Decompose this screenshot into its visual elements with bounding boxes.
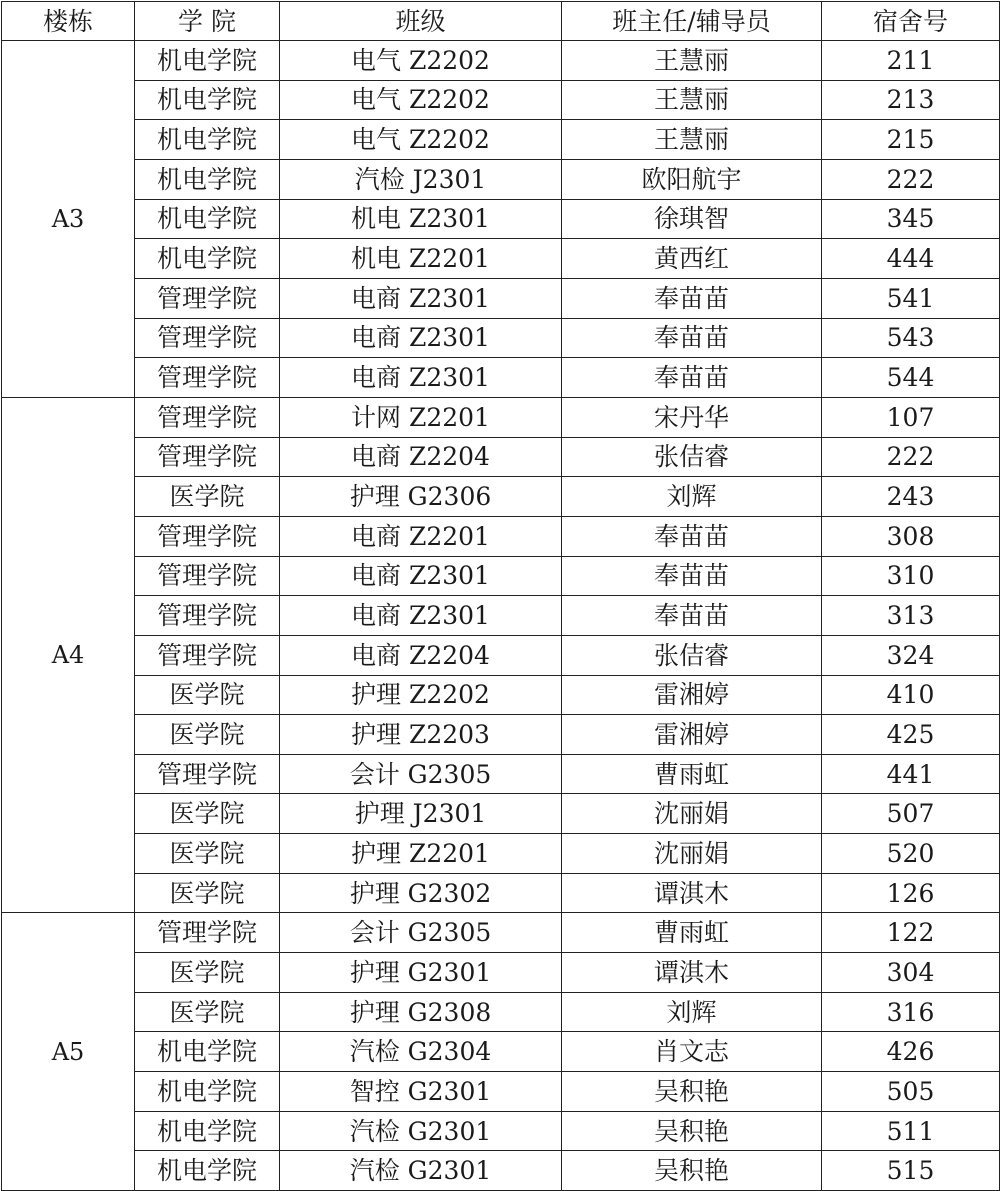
teacher-cell: 吴积艳 (562, 1151, 822, 1191)
class-cell: 护理 Z2201 (280, 834, 562, 874)
college-cell: 管理学院 (135, 437, 280, 477)
room-cell: 426 (822, 1032, 1000, 1072)
teacher-cell: 宋丹华 (562, 397, 822, 437)
class-cell: 汽检 G2301 (280, 1111, 562, 1151)
class-cell: 汽检 G2301 (280, 1151, 562, 1191)
room-cell: 511 (822, 1111, 1000, 1151)
room-cell: 410 (822, 675, 1000, 715)
room-cell: 520 (822, 834, 1000, 874)
teacher-cell: 奉苗苗 (562, 596, 822, 636)
teacher-cell: 奉苗苗 (562, 516, 822, 556)
table-row (2, 794, 1000, 834)
class-cell: 电商 Z2201 (280, 516, 562, 556)
teacher-cell: 肖文志 (562, 1032, 822, 1072)
room-cell: 211 (822, 41, 1000, 81)
table-row (2, 120, 1000, 160)
header-building: 楼栋 (2, 2, 135, 41)
class-cell: 汽检 G2304 (280, 1032, 562, 1072)
class-cell: 计网 Z2201 (280, 397, 562, 437)
college-cell: 管理学院 (135, 913, 280, 953)
college-cell: 医学院 (135, 953, 280, 993)
table-row (2, 159, 1000, 199)
teacher-cell: 奉苗苗 (562, 556, 822, 596)
dormitory-table (1, 1, 1000, 1191)
table-body (2, 41, 1000, 1191)
college-cell: 管理学院 (135, 358, 280, 398)
teacher-cell: 沈丽娟 (562, 794, 822, 834)
college-cell: 医学院 (135, 477, 280, 517)
table-row (2, 913, 1000, 953)
teacher-cell: 刘辉 (562, 477, 822, 517)
class-cell: 机电 Z2301 (280, 199, 562, 239)
college-cell: 医学院 (135, 834, 280, 874)
teacher-cell: 奉苗苗 (562, 358, 822, 398)
class-cell: 电气 Z2202 (280, 120, 562, 160)
college-cell: 医学院 (135, 873, 280, 913)
class-cell: 电商 Z2301 (280, 556, 562, 596)
class-cell: 会计 G2305 (280, 754, 562, 794)
class-cell: 汽检 J2301 (280, 159, 562, 199)
table-row (2, 80, 1000, 120)
class-cell: 智控 G2301 (280, 1072, 562, 1112)
college-cell: 医学院 (135, 992, 280, 1032)
teacher-cell: 欧阳航宇 (562, 159, 822, 199)
college-cell: 机电学院 (135, 1111, 280, 1151)
room-cell: 122 (822, 913, 1000, 953)
table-row (2, 477, 1000, 517)
teacher-cell: 谭淇木 (562, 873, 822, 913)
header-row (2, 2, 1000, 41)
header-college: 学 院 (135, 2, 280, 41)
room-cell: 215 (822, 120, 1000, 160)
table-row (2, 754, 1000, 794)
room-cell: 313 (822, 596, 1000, 636)
building-cell: A4 (2, 397, 135, 913)
table-row (2, 873, 1000, 913)
college-cell: 医学院 (135, 794, 280, 834)
college-cell: 管理学院 (135, 397, 280, 437)
class-cell: 电商 Z2204 (280, 635, 562, 675)
table-row (2, 635, 1000, 675)
teacher-cell: 黄西红 (562, 239, 822, 279)
class-cell: 护理 G2308 (280, 992, 562, 1032)
table-header (2, 2, 1000, 41)
room-cell: 107 (822, 397, 1000, 437)
college-cell: 管理学院 (135, 318, 280, 358)
room-cell: 541 (822, 278, 1000, 318)
college-cell: 医学院 (135, 675, 280, 715)
table-row (2, 239, 1000, 279)
table-row (2, 437, 1000, 477)
table-row (2, 953, 1000, 993)
room-cell: 425 (822, 715, 1000, 755)
room-cell: 345 (822, 199, 1000, 239)
table-row (2, 1111, 1000, 1151)
room-cell: 544 (822, 358, 1000, 398)
class-cell: 电商 Z2301 (280, 278, 562, 318)
header-teacher: 班主任/辅导员 (562, 2, 822, 41)
class-cell: 护理 Z2203 (280, 715, 562, 755)
table-row (2, 516, 1000, 556)
class-cell: 电气 Z2202 (280, 80, 562, 120)
room-cell: 213 (822, 80, 1000, 120)
teacher-cell: 奉苗苗 (562, 278, 822, 318)
table-row (2, 1032, 1000, 1072)
class-cell: 电商 Z2301 (280, 318, 562, 358)
teacher-cell: 王慧丽 (562, 80, 822, 120)
college-cell: 管理学院 (135, 516, 280, 556)
teacher-cell: 雷湘婷 (562, 715, 822, 755)
teacher-cell: 雷湘婷 (562, 675, 822, 715)
class-cell: 电商 Z2204 (280, 437, 562, 477)
teacher-cell: 张佶睿 (562, 437, 822, 477)
table-row (2, 358, 1000, 398)
building-cell: A3 (2, 41, 135, 398)
header-room: 宿舍号 (822, 2, 1000, 41)
class-cell: 护理 Z2202 (280, 675, 562, 715)
teacher-cell: 王慧丽 (562, 41, 822, 81)
college-cell: 管理学院 (135, 635, 280, 675)
teacher-cell: 张佶睿 (562, 635, 822, 675)
college-cell: 管理学院 (135, 754, 280, 794)
table-row (2, 199, 1000, 239)
teacher-cell: 谭淇木 (562, 953, 822, 993)
table-row (2, 715, 1000, 755)
room-cell: 222 (822, 437, 1000, 477)
class-cell: 电商 Z2301 (280, 358, 562, 398)
table-row (2, 1151, 1000, 1191)
class-cell: 会计 G2305 (280, 913, 562, 953)
class-cell: 机电 Z2201 (280, 239, 562, 279)
room-cell: 507 (822, 794, 1000, 834)
table-row (2, 992, 1000, 1032)
class-cell: 护理 G2302 (280, 873, 562, 913)
room-cell: 316 (822, 992, 1000, 1032)
room-cell: 304 (822, 953, 1000, 993)
class-cell: 电气 Z2202 (280, 41, 562, 81)
college-cell: 机电学院 (135, 1072, 280, 1112)
college-cell: 管理学院 (135, 278, 280, 318)
college-cell: 机电学院 (135, 199, 280, 239)
teacher-cell: 曹雨虹 (562, 754, 822, 794)
building-cell: A5 (2, 913, 135, 1191)
room-cell: 324 (822, 635, 1000, 675)
college-cell: 机电学院 (135, 159, 280, 199)
table-row (2, 278, 1000, 318)
class-cell: 护理 J2301 (280, 794, 562, 834)
college-cell: 机电学院 (135, 1032, 280, 1072)
room-cell: 441 (822, 754, 1000, 794)
class-cell: 护理 G2301 (280, 953, 562, 993)
room-cell: 505 (822, 1072, 1000, 1112)
teacher-cell: 吴积艳 (562, 1072, 822, 1112)
class-cell: 护理 G2306 (280, 477, 562, 517)
teacher-cell: 徐琪智 (562, 199, 822, 239)
room-cell: 444 (822, 239, 1000, 279)
college-cell: 机电学院 (135, 239, 280, 279)
college-cell: 机电学院 (135, 1151, 280, 1191)
table-row (2, 834, 1000, 874)
table-row (2, 318, 1000, 358)
college-cell: 医学院 (135, 715, 280, 755)
college-cell: 机电学院 (135, 80, 280, 120)
teacher-cell: 奉苗苗 (562, 318, 822, 358)
table-row (2, 397, 1000, 437)
table-row (2, 675, 1000, 715)
college-cell: 管理学院 (135, 596, 280, 636)
table-row (2, 1072, 1000, 1112)
teacher-cell: 曹雨虹 (562, 913, 822, 953)
teacher-cell: 王慧丽 (562, 120, 822, 160)
table-row (2, 41, 1000, 81)
class-cell: 电商 Z2301 (280, 596, 562, 636)
room-cell: 543 (822, 318, 1000, 358)
college-cell: 机电学院 (135, 41, 280, 81)
header-class: 班级 (280, 2, 562, 41)
teacher-cell: 刘辉 (562, 992, 822, 1032)
college-cell: 机电学院 (135, 120, 280, 160)
room-cell: 126 (822, 873, 1000, 913)
room-cell: 310 (822, 556, 1000, 596)
room-cell: 222 (822, 159, 1000, 199)
room-cell: 243 (822, 477, 1000, 517)
table-row (2, 596, 1000, 636)
teacher-cell: 沈丽娟 (562, 834, 822, 874)
table-row (2, 556, 1000, 596)
room-cell: 515 (822, 1151, 1000, 1191)
college-cell: 管理学院 (135, 556, 280, 596)
room-cell: 308 (822, 516, 1000, 556)
teacher-cell: 吴积艳 (562, 1111, 822, 1151)
